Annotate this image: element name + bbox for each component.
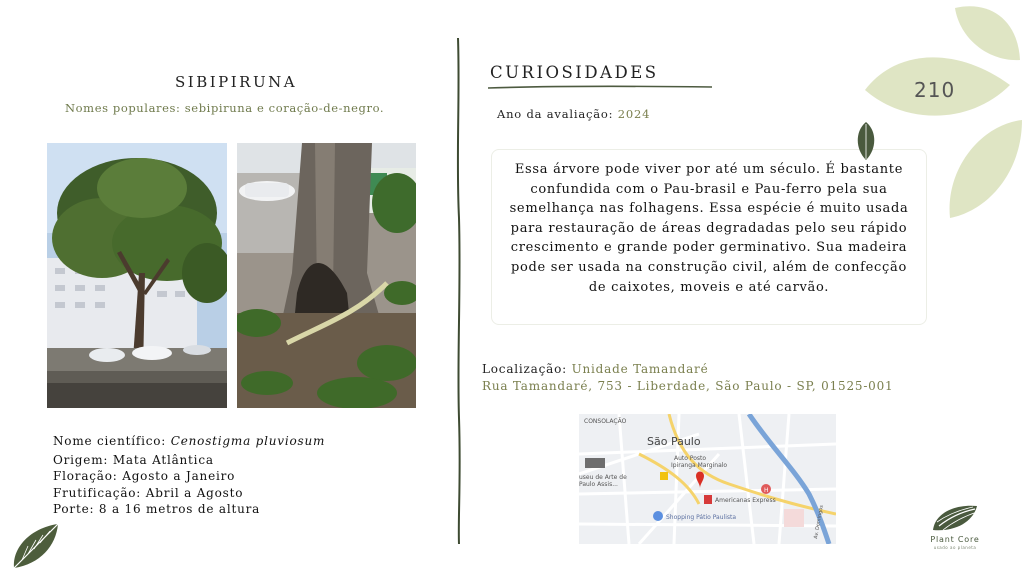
curiosities-heading: CURIOSIDADES (490, 63, 659, 82)
brand-name: Plant Core (930, 535, 980, 544)
scientific-name-label: Nome científico: (53, 434, 167, 448)
leaf-cluster-icon (860, 0, 1024, 225)
fruiting: Frutificação: Abril a Agosto (53, 485, 244, 500)
map-district: CONSOLAÇÃO (584, 418, 627, 425)
popular-names (65, 101, 384, 115)
location-unit: Unidade Tamandaré (571, 362, 709, 376)
heading-underline (488, 82, 712, 92)
plant-title: SIBIPIRUNA (175, 73, 298, 91)
evaluation-year (497, 107, 650, 121)
location-address: Rua Tamandaré, 753 - Liberdade, São Paulo - SP, 01525-001 (482, 379, 894, 393)
size: Porte: 8 a 16 metros de altura (53, 502, 261, 516)
location (482, 361, 894, 395)
map-poi-americanas: Americanas Express (715, 497, 776, 504)
map-poi-auto-posto-2: Ipiranga Marginalo (671, 462, 728, 469)
popular-names-value: sebipiruna e coração-de-negro. (184, 101, 385, 115)
plant-details (53, 433, 325, 518)
brand-tagline: usado ao planeta (933, 545, 977, 550)
leaf-decoration-icon (10, 522, 62, 570)
map-poi-museum: useu de Arte de (579, 474, 627, 481)
popular-names-label: Nomes populares: (65, 101, 181, 115)
map-city: São Paulo (647, 435, 701, 448)
svg-text:H: H (764, 487, 769, 494)
map-poi-auto-posto: Auto Posto (674, 455, 707, 462)
origin: Origem: Mata Atlântica (53, 452, 214, 467)
location-map[interactable] (579, 414, 836, 544)
map-poi-museum-2: Paulo Assis... (579, 481, 618, 488)
map-road: Av. Domingos (813, 504, 825, 540)
plant-core-logo-icon (929, 502, 981, 534)
evaluation-year-label: Ano da avaliação: (497, 107, 614, 121)
curiosities-text: Essa árvore pode viver por até um século. É bastante confundida com o Pau-brasil e Pau-ferro pela sua semelhança nas folhagens. Essa espécie é muito usada para restauração de áreas degradadas pelo seu rápido crescimento e grande poder germinativo. Sua madeira pode ser usada na construção civil, além de confecção de caixotes, moveis e até carvão. (491, 149, 927, 325)
scientific-name-row (53, 433, 325, 450)
location-label: Localização: (482, 362, 567, 376)
page-number: 210 (914, 78, 956, 102)
flowering: Floração: Agosto a Janeiro (53, 469, 236, 483)
trunk-photo (237, 143, 416, 408)
column-divider (452, 38, 466, 544)
small-leaf-icon (855, 121, 877, 161)
scientific-name-value: Cenostigma pluviosum (170, 434, 326, 448)
map-poi-shopping: Shopping Pátio Paulista (666, 514, 737, 521)
tree-photo (47, 143, 227, 408)
evaluation-year-value: 2024 (617, 107, 651, 121)
